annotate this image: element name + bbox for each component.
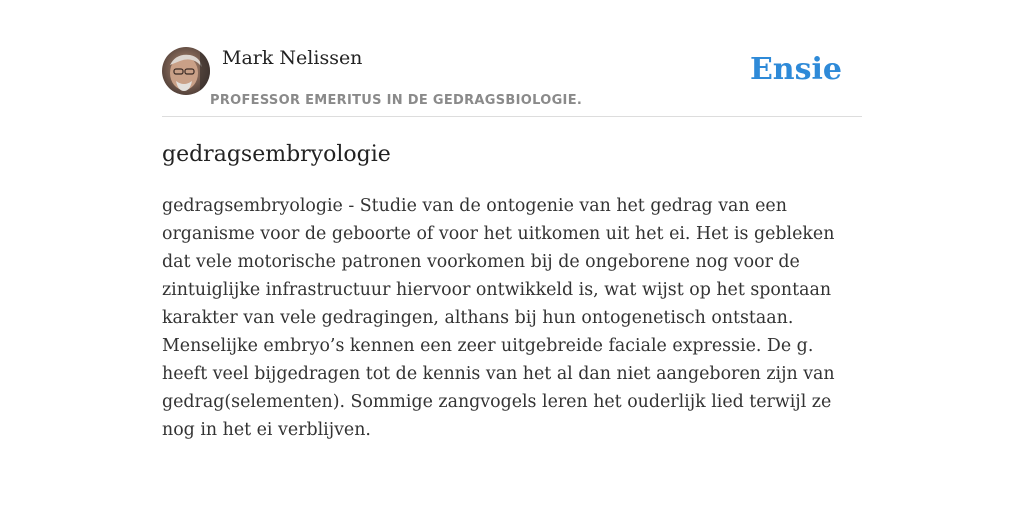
- author-avatar[interactable]: [162, 47, 210, 95]
- author-name[interactable]: Mark Nelissen: [222, 47, 363, 69]
- entry-title: gedragsembryologie: [162, 142, 391, 167]
- author-header: [162, 46, 862, 117]
- ensie-logo-link[interactable]: Ensie: [749, 52, 842, 87]
- avatar-photo-icon: [162, 47, 210, 95]
- entry-body: gedragsembryologie - Studie van de ontogenie van het gedrag van een organisme voor de geboorte of voor het uitkomen uit het ei. Het is gebleken dat vele motorische patronen voorkomen bij de ongeborene nog voor de zintuiglijke infrastructuur hiervoor ontwikkeld is, wat wijst op het spontaan karakter van vele gedragingen, althans bij hun ontogenetisch ontstaan. Menselijke embryo’s kennen een zeer uitgebreide faciale expressie. De g. heeft veel bijgedragen tot de kennis van het al dan niet aangeboren zijn van gedrag(selementen). Sommige zangvogels leren het ouderlijk lied terwijl ze nog in het ei verblijven.: [162, 196, 835, 440]
- author-role: PROFESSOR EMERITUS IN DE GEDRAGSBIOLOGIE.: [210, 93, 583, 108]
